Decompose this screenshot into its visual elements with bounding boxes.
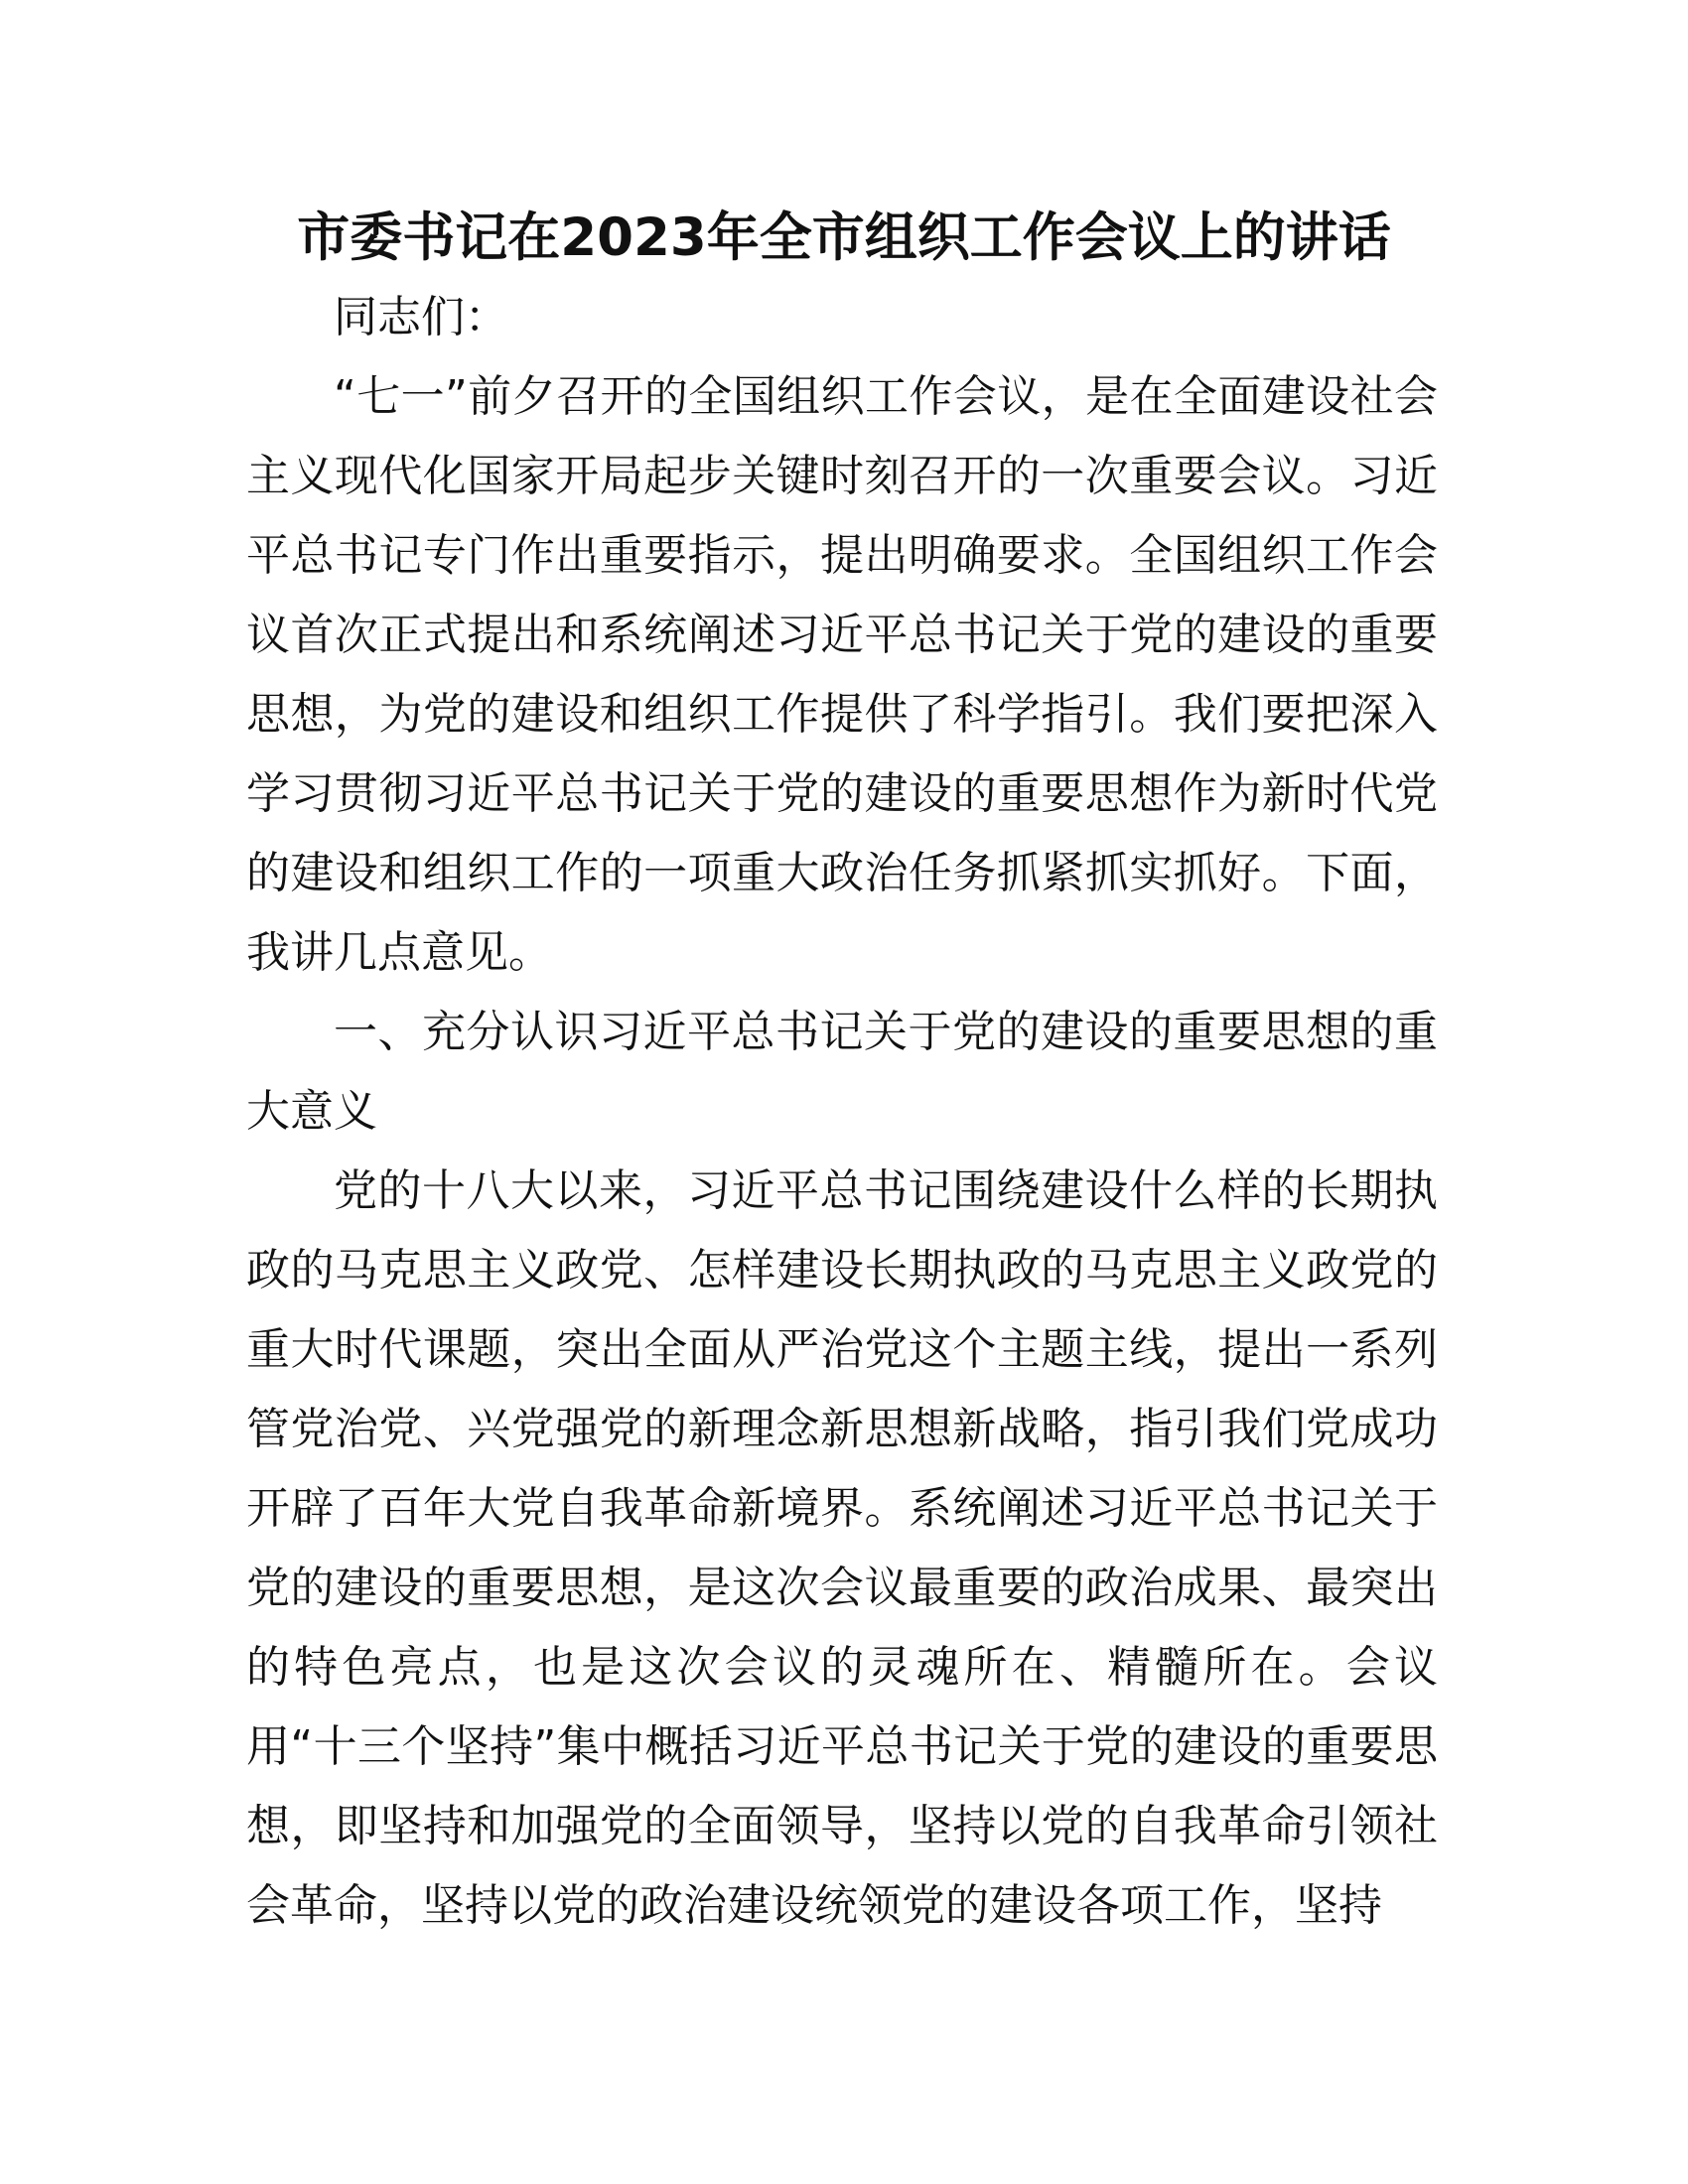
section-heading: 一、充分认识习近平总书记关于党的建设的重要思想的重大意义 bbox=[246, 1007, 1438, 1137]
salutation-paragraph: 同志们： bbox=[334, 292, 508, 342]
document-body bbox=[246, 278, 1438, 1946]
document-title: 市委书记在2023年全市组织工作会议上的讲话 bbox=[297, 207, 1391, 268]
body-paragraph: 党的十八大以来，习近平总书记围绕建设什么样的长期执政的马克思主义政党、怎样建设长期执政的马克思主义政党的重大时代课题，突出全面从严治党这个主题主线，提出一系列管党治党、兴党强党的新理念新思想新战略，指引我们党成功开辟了百年大党自我革命新境界。系统阐述习近平总书记关于党的建设的重要思想，是这次会议最重要的政治成果、最突出的特色亮点，也是这次会议的灵魂所在、精髓所在。会议用“十三个坚持”集中概括习近平总书记关于党的建设的重要思想，即坚持和加强党的全面领导，坚持以党的自我革命引领社会革命，坚持以党的政治建设统领党的建设各项工作，坚持 bbox=[246, 1165, 1438, 1931]
intro-paragraph: “七一”前夕召开的全国组织工作会议，是在全面建设社会主义现代化国家开局起步关键时刻召开的一次重要会议。习近平总书记专门作出重要指示，提出明确要求。全国组织工作会议首次正式提出和系统阐述习近平总书记关于党的建设的重要思想，为党的建设和组织工作提供了科学指引。我们要把深入学习贯彻习近平总书记关于党的建设的重要思想作为新时代党的建设和组织工作的一项重大政治任务抓紧抓实抓好。下面，我讲几点意见。 bbox=[246, 371, 1438, 978]
